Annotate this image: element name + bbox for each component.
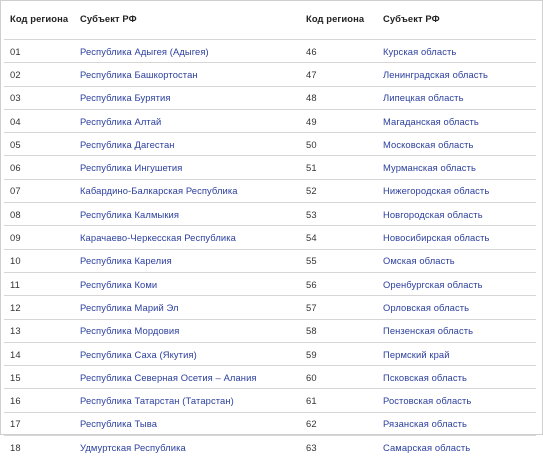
region-code-cell: 56 bbox=[300, 272, 377, 295]
region-code-cell: 54 bbox=[300, 226, 377, 249]
region-code-cell: 61 bbox=[300, 389, 377, 412]
subject-link[interactable]: Республика Татарстан (Татарстан) bbox=[74, 389, 300, 412]
region-code-cell: 15 bbox=[4, 366, 74, 389]
subject-link[interactable]: Ростовская область bbox=[377, 389, 536, 412]
region-code-cell: 59 bbox=[300, 342, 377, 365]
subject-link[interactable]: Пермский край bbox=[377, 342, 536, 365]
region-code-cell: 58 bbox=[300, 319, 377, 342]
subject-link[interactable]: Новосибирская область bbox=[377, 226, 536, 249]
subject-link[interactable]: Самарская область bbox=[377, 436, 536, 458]
region-code-cell: 04 bbox=[4, 109, 74, 132]
table-row bbox=[4, 109, 536, 132]
region-code-cell: 50 bbox=[300, 133, 377, 156]
region-code-cell: 52 bbox=[300, 179, 377, 202]
header-region-code-1: Код региона bbox=[4, 1, 74, 40]
header-region-code-2: Код региона bbox=[300, 1, 377, 40]
header-subject-2: Субъект РФ bbox=[377, 1, 536, 40]
region-code-cell: 02 bbox=[4, 63, 74, 86]
region-code-cell: 49 bbox=[300, 109, 377, 132]
region-code-cell: 62 bbox=[300, 412, 377, 435]
table-row bbox=[4, 40, 536, 63]
region-code-cell: 16 bbox=[4, 389, 74, 412]
subject-link[interactable]: Оренбургская область bbox=[377, 272, 536, 295]
table-row bbox=[4, 296, 536, 319]
subject-link[interactable]: Республика Саха (Якутия) bbox=[74, 342, 300, 365]
region-code-cell: 01 bbox=[4, 40, 74, 63]
subject-link[interactable]: Республика Адыгея (Адыгея) bbox=[74, 40, 300, 63]
table-row bbox=[4, 389, 536, 412]
subject-link[interactable]: Республика Северная Осетия – Алания bbox=[74, 366, 300, 389]
subject-link[interactable]: Нижегородская область bbox=[377, 179, 536, 202]
region-code-cell: 60 bbox=[300, 366, 377, 389]
region-code-cell: 57 bbox=[300, 296, 377, 319]
subject-link[interactable]: Омская область bbox=[377, 249, 536, 272]
region-code-cell: 05 bbox=[4, 133, 74, 156]
subject-link[interactable]: Московская область bbox=[377, 133, 536, 156]
subject-link[interactable]: Мурманская область bbox=[377, 156, 536, 179]
region-code-cell: 07 bbox=[4, 179, 74, 202]
region-code-cell: 14 bbox=[4, 342, 74, 365]
subject-link[interactable]: Республика Алтай bbox=[74, 109, 300, 132]
table-row bbox=[4, 436, 536, 458]
region-code-cell: 46 bbox=[300, 40, 377, 63]
table-body bbox=[4, 40, 536, 458]
subject-link[interactable]: Республика Ингушетия bbox=[74, 156, 300, 179]
table-row bbox=[4, 319, 536, 342]
table-row bbox=[4, 156, 536, 179]
table-row bbox=[4, 366, 536, 389]
region-code-cell: 55 bbox=[300, 249, 377, 272]
region-code-cell: 06 bbox=[4, 156, 74, 179]
subject-link[interactable]: Республика Калмыкия bbox=[74, 203, 300, 226]
subject-link[interactable]: Новгородская область bbox=[377, 203, 536, 226]
region-code-cell: 53 bbox=[300, 203, 377, 226]
subject-link[interactable]: Липецкая область bbox=[377, 86, 536, 109]
table-row bbox=[4, 179, 536, 202]
header-row bbox=[4, 1, 536, 40]
region-code-cell: 48 bbox=[300, 86, 377, 109]
subject-link[interactable]: Республика Марий Эл bbox=[74, 296, 300, 319]
table-row bbox=[4, 342, 536, 365]
table-row bbox=[4, 412, 536, 435]
subject-link[interactable]: Карачаево-Черкесская Республика bbox=[74, 226, 300, 249]
subject-link[interactable]: Республика Карелия bbox=[74, 249, 300, 272]
table-row bbox=[4, 133, 536, 156]
region-codes-table bbox=[4, 1, 536, 458]
region-code-cell: 51 bbox=[300, 156, 377, 179]
table-header bbox=[4, 1, 536, 40]
region-code-cell: 12 bbox=[4, 296, 74, 319]
table-row bbox=[4, 249, 536, 272]
subject-link[interactable]: Магаданская область bbox=[377, 109, 536, 132]
region-code-cell: 10 bbox=[4, 249, 74, 272]
region-code-cell: 09 bbox=[4, 226, 74, 249]
region-code-cell: 13 bbox=[4, 319, 74, 342]
subject-link[interactable]: Ленинградская область bbox=[377, 63, 536, 86]
subject-link[interactable]: Пензенская область bbox=[377, 319, 536, 342]
region-code-cell: 03 bbox=[4, 86, 74, 109]
subject-link[interactable]: Республика Дагестан bbox=[74, 133, 300, 156]
region-code-cell: 47 bbox=[300, 63, 377, 86]
region-code-cell: 11 bbox=[4, 272, 74, 295]
subject-link[interactable]: Республика Башкортостан bbox=[74, 63, 300, 86]
subject-link[interactable]: Республика Мордовия bbox=[74, 319, 300, 342]
table-row bbox=[4, 203, 536, 226]
subject-link[interactable]: Республика Бурятия bbox=[74, 86, 300, 109]
region-code-cell: 17 bbox=[4, 412, 74, 435]
subject-link[interactable]: Удмуртская Республика bbox=[74, 436, 300, 458]
subject-link[interactable]: Республика Коми bbox=[74, 272, 300, 295]
region-code-cell: 18 bbox=[4, 436, 74, 458]
table-row bbox=[4, 272, 536, 295]
table-row bbox=[4, 86, 536, 109]
subject-link[interactable]: Псковская область bbox=[377, 366, 536, 389]
subject-link[interactable]: Орловская область bbox=[377, 296, 536, 319]
subject-link[interactable]: Рязанская область bbox=[377, 412, 536, 435]
table-row bbox=[4, 63, 536, 86]
subject-link[interactable]: Кабардино-Балкарская Республика bbox=[74, 179, 300, 202]
subject-link[interactable]: Республика Тыва bbox=[74, 412, 300, 435]
region-code-cell: 63 bbox=[300, 436, 377, 458]
subject-link[interactable]: Курская область bbox=[377, 40, 536, 63]
region-code-cell: 08 bbox=[4, 203, 74, 226]
table-row bbox=[4, 226, 536, 249]
header-subject-1: Субъект РФ bbox=[74, 1, 300, 40]
